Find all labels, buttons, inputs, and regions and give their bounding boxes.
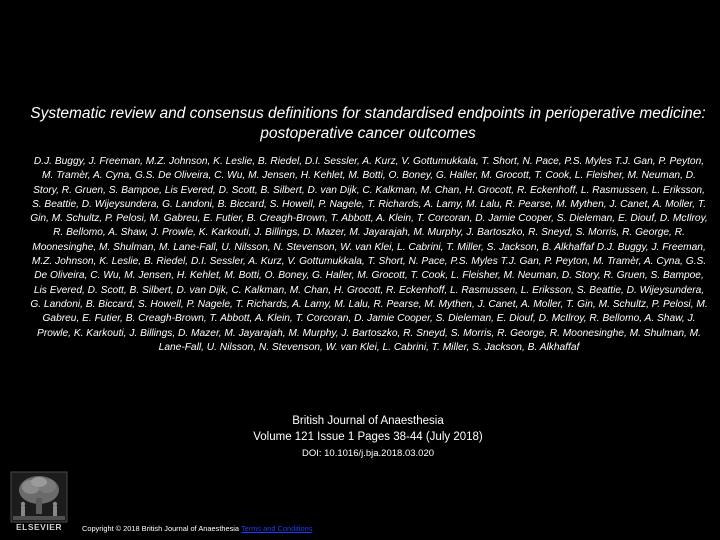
elsevier-wordmark: ELSEVIER (15, 522, 63, 532)
journal-issue: Volume 121 Issue 1 Pages 38-44 (July 2018) (253, 431, 483, 443)
author-list: D.J. Buggy, J. Freeman, M.Z. Johnson, K. Leslie, B. Riedel, D.I. Sessler, A. Kurz, V. Gottumukkala, T. Short, N. Pace, P.S. Myles T.J. Gan, P. Peyton, M. Tramèr, A. Cyna, G.S. De Oliveira, C. Wu, M. Jensen, H. Kehlet, M. Botti, O. Boney, G. Haller, M. Grocott, T. Cook, L. Fleisher, M. Neuman, D. Story, R. Gruen, S. Bampoe, Lis Evered, D. Scott, B. Silbert, D. van Dijk, C. Kalkman, M. Chan, H. Grocott, R. Eckenhoff, L. Rasmussen, L. Eriksson, S. Beattie, D. Wijeysundera, G. Landoni, B. Biccard, S. Howell, P. Nagele, T. Richards, A. Lamy, M. Lalu, R. Pearse, M. Mythen, J. Canet, A. Moller, T. Gin, M. Schultz, P. Pelosi, M. Gabreu, E. Futier, B. Creagh-Brown, T. Abbott, A. Klein, T. Corcoran, D. Jamie Cooper, S. Dieleman, E. Diouf, D. McIlroy, R. Bellomo, A. Shaw, J. Prowle, K. Karkouti, J. Billings, D. Mazer, M. Jayarajah, M. Murphy, J. Bartoszko, R. Sneyd, S. Morris, R. George, R. Moonesinghe, M. Shulman, M. Lane-Fall, U. Nilsson, N. Stevenson, W. van Klei, L. Cabrini, T. Miller, S. Jackson, B. Alkhaffaf D.J. Buggy, J. Freeman, M.Z. Johnson, K. Leslie, B. Riedel, D.I. Sessler, A. Kurz, V. Gottumukkala, T. Short, N. Pace, P.S. Myles T.J. Gan, P. Peyton, M. Tramèr, A. Cyna, G.S. De Oliveira, C. Wu, M. Jensen, H. Kehlet, M. Botti, O. Boney, G. Haller, M. Grocott, T. Cook, L. Fleisher, M. Neuman, D. Story, R. Gruen, S. Bampoe, Lis Evered, D. Scott, B. Silbert, D. van Dijk, C. Kalkman, M. Chan, H. Grocott, R. Eckenhoff, L. Rasmussen, L. Eriksson, S. Beattie, D. Wijeysundera, G. Landoni, B. Biccard, S. Howell, P. Nagele, T. Richards, A. Lamy, M. Lalu, R. Pearse, M. Mythen, J. Canet, A. Moller, T. Gin, M. Schultz, P. Pelosi, M. Gabreu, E. Futier, B. Creagh-Brown, T. Abbott, A. Klein, T. Corcoran, D. Jamie Cooper, S. Dieleman, E. Diouf, D. McIlroy, R. Bellomo, A. Shaw, J. Prowle, K. Karkouti, J. Billings, D. Mazer, M. Jayarajah, M. Murphy, J. Bartoszko, R. Sneyd, S. Morris, R. George, R. Moonesinghe, M. Shulman, M. Lane-Fall, U. Nilsson, N. Stevenson, W. van Klei, L. Cabrini, T. Miller, S. Jackson, B. Alkhaffaf (30, 156, 708, 353)
elsevier-tree-icon (7, 470, 71, 524)
article-title: Systematic review and consensus definitions for standardised endpoints in perioperative medicine: postoperative cancer outcomes (30, 105, 706, 142)
journal-doi: DOI: 10.1016/j.bja.2018.03.020 (301, 448, 435, 459)
terms-and-conditions-link[interactable]: Terms and Conditions (240, 524, 313, 533)
citation-block (188, 413, 548, 461)
elsevier-logo (7, 470, 71, 534)
copyright-text: Copyright © 2018 British Journal of Anaesthesia (82, 524, 240, 533)
journal-name: British Journal of Anaesthesia (292, 415, 444, 427)
copyright-footer (82, 524, 312, 534)
